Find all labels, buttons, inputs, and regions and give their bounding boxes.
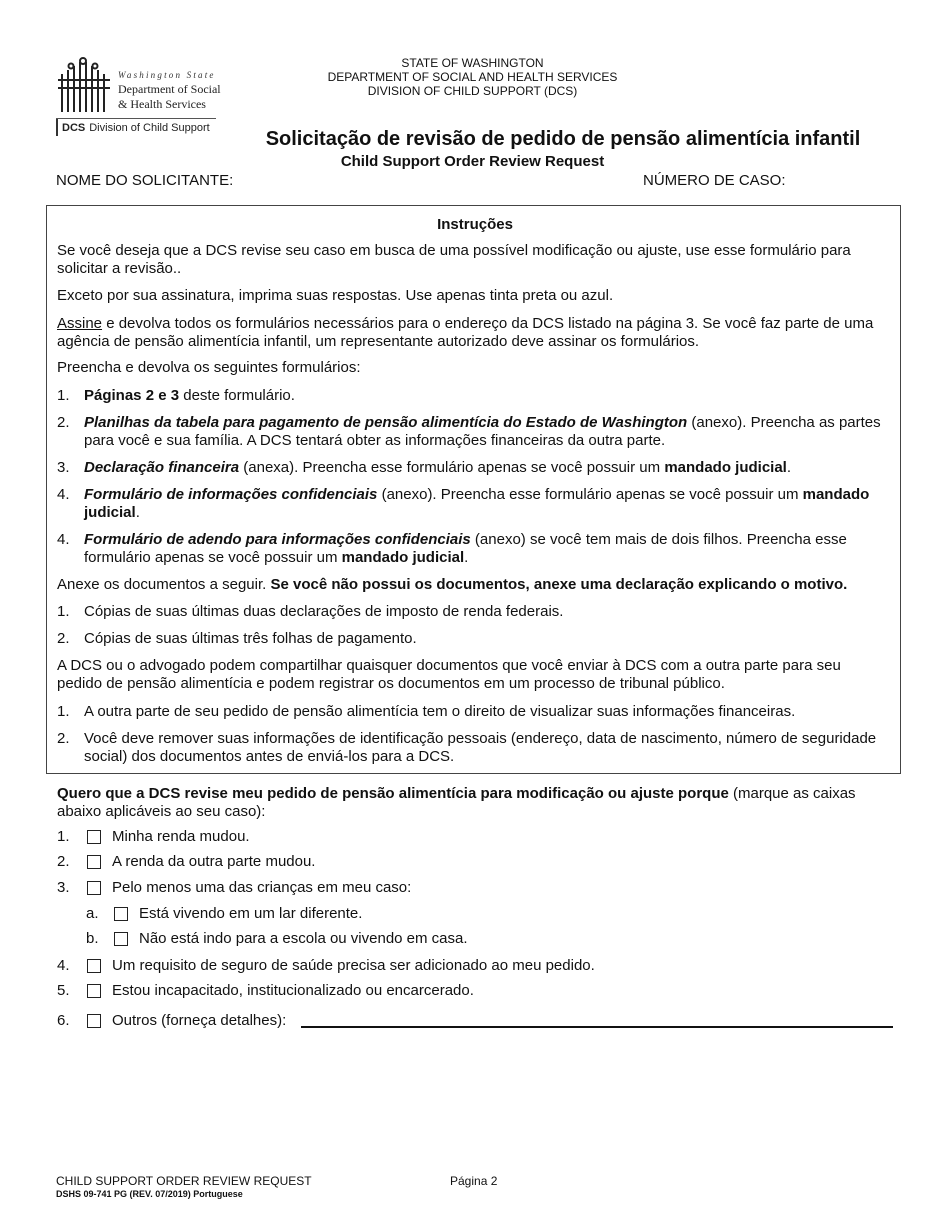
sharing-paragraph: A DCS ou o advogado podem compartilhar quaisquer documentos que você enviar à DCS com a outra parte para seu pedido de pensão alimentícia e podem registrar os documentos em um processo de tribunal público. <box>57 657 841 692</box>
option-number: 5. <box>57 982 70 999</box>
option-label: Estou incapacitado, institucionalizado ou encarcerado. <box>112 982 474 999</box>
logo-dcs <box>62 122 210 134</box>
form-item <box>84 531 889 567</box>
option-number: a. <box>86 905 99 922</box>
sharing-item-number: 2. <box>57 730 70 747</box>
form-item-bold-term: mandado judicial <box>341 549 465 566</box>
logo-divider <box>56 118 58 136</box>
instructions-paragraph-1: Se você deseja que a DCS revise seu caso em busca de uma possível modificação ou ajuste, use esse formulário para solicitar a revisão.. <box>57 242 851 277</box>
form-item <box>84 387 889 405</box>
review-reason-intro <box>57 785 887 821</box>
footer-form-id: DSHS 09-741 PG (REV. 07/2019) Portuguese <box>56 1189 243 1199</box>
option-label: Minha renda mudou. <box>112 828 250 845</box>
form-item-number: 4. <box>57 531 70 548</box>
form-item-end: . <box>135 504 140 521</box>
incapacitated-checkbox[interactable] <box>87 984 101 998</box>
attachments-intro <box>57 576 887 594</box>
form-item-text: (anexo). Preencha esse formulário apenas se você possuir um <box>377 486 803 503</box>
option-label: Está vivendo em um lar diferente. <box>139 905 363 922</box>
footer-form-name: CHILD SUPPORT ORDER REVIEW REQUEST <box>56 1174 312 1188</box>
option-label: Pelo menos uma das crianças em meu caso: <box>112 879 412 896</box>
form-item-end: . <box>786 459 792 476</box>
instructions-title: Instruções <box>437 216 513 233</box>
option-label: Outros (forneça detalhes): <box>112 1012 287 1029</box>
footer-page-number: Página 2 <box>450 1174 498 1188</box>
other-checkbox[interactable] <box>87 1014 101 1028</box>
logo-dept-line1: Department of Social <box>118 82 221 96</box>
not-in-school-checkbox[interactable] <box>114 932 128 946</box>
header-state: STATE OF WASHINGTON <box>401 56 544 70</box>
case-number-label: NÚMERO DE CASO: <box>643 172 786 189</box>
form-subtitle: Child Support Order Review Request <box>340 153 605 170</box>
income-changed-checkbox[interactable] <box>87 830 101 844</box>
logo-dcs-abbr: DCS <box>62 122 86 134</box>
form-title: Solicitação de revisão de pedido de pensão alimentícia infantil <box>265 128 861 150</box>
option-number: 6. <box>57 1012 70 1029</box>
form-item-bold: Páginas 2 e 3 <box>84 387 180 404</box>
dshs-building-icon <box>56 56 112 114</box>
different-home-checkbox[interactable] <box>114 907 128 921</box>
form-item-bold-term: mandado judicial <box>84 486 870 521</box>
form-item-number: 4. <box>57 486 70 503</box>
instructions-paragraph-4: Preencha e devolva os seguintes formulários: <box>57 359 361 376</box>
form-item-number: 2. <box>57 414 70 431</box>
logo-state-text: Washington State <box>118 70 216 80</box>
attachment-number: 2. <box>57 630 70 647</box>
form-item-bold: Formulário de adendo para informações confidenciais <box>84 531 471 548</box>
form-item <box>84 459 889 477</box>
header-division: DIVISION OF CHILD SUPPORT (DCS) <box>367 84 578 98</box>
form-item-bold: Planilhas da tabela para pagamento de pensão alimentícia do Estado de Washington <box>84 414 688 431</box>
option-number: 2. <box>57 853 70 870</box>
applicant-name-label: NOME DO SOLICITANTE: <box>56 172 234 189</box>
header-department: DEPARTMENT OF SOCIAL AND HEALTH SERVICES <box>327 70 618 84</box>
instructions-paragraph-3-rest: e devolva todos os formulários necessários para o endereço da DCS listado na página 3. Se você faz parte de uma agência de pensão alimentícia infantil, um representante autorizado deve assinar os formulários. <box>57 315 874 350</box>
sharing-item: A outra parte de seu pedido de pensão alimentícia tem o direito de visualizar suas informações financeiras. <box>84 703 796 720</box>
logo-divider-horizontal <box>56 118 216 119</box>
option-number: 4. <box>57 957 70 974</box>
dshs-logo <box>56 56 228 140</box>
option-number: 3. <box>57 879 70 896</box>
form-item-text: (anexo) se você tem mais de dois filhos. Preencha esse formulário apenas se você possuir um <box>84 531 847 566</box>
form-item-bold-term: mandado judicial <box>664 459 787 476</box>
form-item-number: 3. <box>57 459 70 476</box>
sharing-item: Você deve remover suas informações de identificação pessoais (endereço, data de nascimento, número de seguridade social) dos documentos antes de enviá-los para a DCS. <box>84 730 877 765</box>
option-label: Um requisito de seguro de saúde precisa ser adicionado ao meu pedido. <box>112 957 595 974</box>
form-item-text: deste formulário. <box>179 387 295 404</box>
health-insurance-checkbox[interactable] <box>87 959 101 973</box>
sharing-item-number: 1. <box>57 703 70 720</box>
form-item-text: (anexo). Preencha as partes para você e sua família. A DCS tentará obter as informações financeiras da outra parte. <box>84 414 881 449</box>
option-label: Não está indo para a escola ou vivendo em casa. <box>139 930 468 947</box>
child-checkbox[interactable] <box>87 881 101 895</box>
form-item-number: 1. <box>57 387 70 404</box>
attachment-number: 1. <box>57 603 70 620</box>
attachments-intro-text: Anexe os documentos a seguir. <box>57 576 271 593</box>
sign-word: Assine <box>57 315 103 332</box>
other-party-income-checkbox[interactable] <box>87 855 101 869</box>
form-item-end: . <box>464 549 469 566</box>
form-item-text: (anexa). Preencha esse formulário apenas se você possuir um <box>239 459 665 476</box>
review-reason-intro-text: (marque as caixas abaixo aplicáveis ao seu caso): <box>57 785 856 820</box>
attachments-intro-bold: Se você não possui os documentos, anexe uma declaração explicando o motivo. <box>270 576 848 593</box>
other-details-field[interactable] <box>301 1026 893 1028</box>
instructions-paragraph-2: Exceto por sua assinatura, imprima suas respostas. Use apenas tinta preta ou azul. <box>57 287 614 304</box>
option-number: b. <box>86 930 99 947</box>
form-item-bold: Declaração financeira <box>84 459 240 476</box>
form-item <box>84 486 889 522</box>
option-number: 1. <box>57 828 70 845</box>
attachment-item: Cópias de suas últimas três folhas de pagamento. <box>84 630 417 647</box>
form-item <box>84 414 889 450</box>
logo-dcs-name: Division of Child Support <box>89 122 210 134</box>
review-reason-intro-bold: Quero que a DCS revise meu pedido de pensão alimentícia para modificação ou ajuste porque <box>57 785 729 802</box>
option-label: A renda da outra parte mudou. <box>112 853 316 870</box>
form-item-bold: Formulário de informações confidenciais <box>84 486 378 503</box>
instructions-paragraph-3 <box>57 315 887 351</box>
attachment-item: Cópias de suas últimas duas declarações de imposto de renda federais. <box>84 603 564 620</box>
logo-dept-line2: & Health Services <box>118 97 206 111</box>
